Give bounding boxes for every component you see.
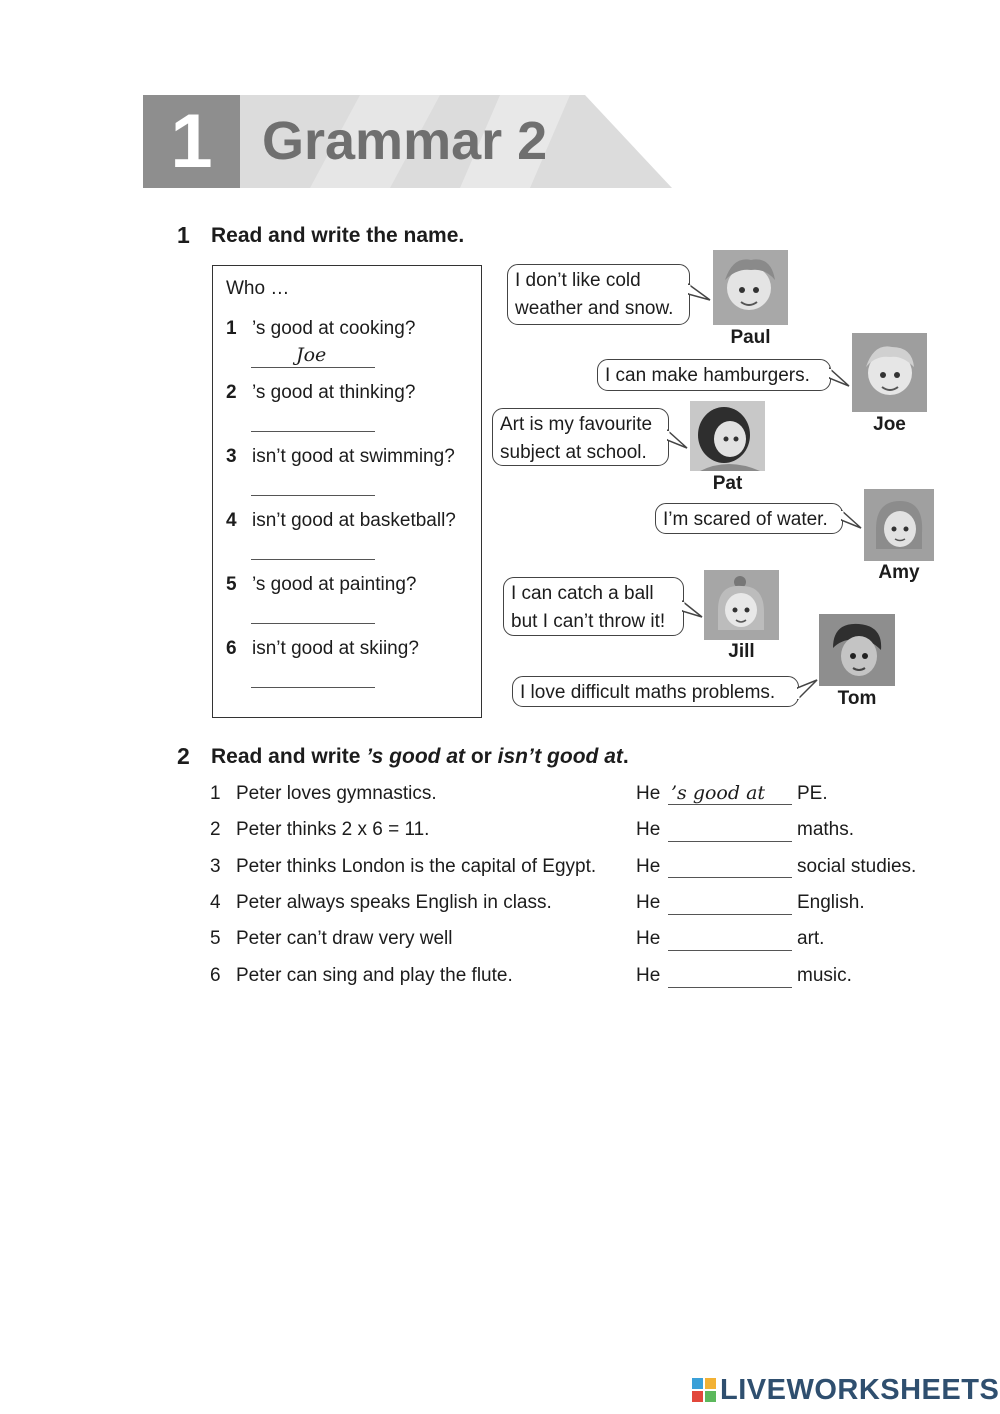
character-name-pat: Pat: [712, 473, 743, 494]
answer-3-line[interactable]: [251, 495, 375, 496]
instruction-or: or: [465, 745, 498, 768]
character-name-amy: Amy: [878, 562, 920, 583]
answer-2-line[interactable]: [251, 431, 375, 432]
avatar-jill: [704, 570, 779, 640]
row-3-answer-line[interactable]: [668, 877, 792, 878]
question-6: [226, 638, 419, 660]
section-2-number: 2: [177, 743, 190, 769]
question-text: ’s good at painting?: [252, 574, 417, 595]
bubble-tail: [829, 366, 851, 388]
row-he: He: [636, 783, 661, 804]
speech-line: I’m scared of water.: [663, 509, 828, 530]
speech-bubble-pat: [492, 408, 669, 466]
answer-5-line[interactable]: [251, 623, 375, 624]
speech-line: I love difficult maths problems.: [520, 682, 776, 703]
speech-line: but I can’t throw it!: [511, 611, 666, 632]
bubble-tail: [841, 508, 863, 530]
speech-line: I don’t like cold: [515, 270, 641, 291]
instruction-end: .: [622, 745, 629, 768]
question-number: 5: [226, 574, 237, 595]
row-sentence: Peter can sing and play the flute.: [236, 965, 513, 986]
character-name-joe: Joe: [873, 414, 906, 435]
speech-line: I can catch a ball: [511, 583, 654, 604]
row-4-answer-line[interactable]: [668, 914, 792, 915]
speech-bubble-tom: [512, 676, 799, 707]
amy-illustration: [864, 489, 934, 561]
question-text: isn’t good at skiing?: [252, 638, 419, 659]
row-he: He: [636, 965, 661, 986]
row-1-answer-text: ’s good at: [671, 782, 766, 804]
avatar-paul: [713, 250, 788, 325]
row-subject: art.: [797, 928, 825, 949]
answer-1-text: Joe: [296, 344, 327, 366]
speech-line: subject at school.: [500, 442, 647, 463]
question-number: 6: [226, 638, 237, 659]
question-number: 4: [226, 510, 237, 531]
joe-illustration: [852, 333, 927, 412]
section-1-number: 1: [177, 222, 190, 248]
speech-line: I can make hamburgers.: [605, 365, 810, 386]
row-number: 6: [210, 965, 221, 986]
liveworksheets-logo-icon: [692, 1378, 718, 1402]
row-sentence: Peter always speaks English in class.: [236, 892, 552, 913]
speech-bubble-amy: [655, 503, 843, 534]
question-number: 2: [226, 382, 237, 403]
row-2-answer-line[interactable]: [668, 841, 792, 842]
row-number: 3: [210, 856, 221, 877]
character-name-paul: Paul: [730, 327, 771, 348]
tom-illustration: [819, 614, 895, 686]
section-1-instruction: Read and write the name.: [211, 224, 465, 247]
speech-bubble-joe: [597, 359, 831, 391]
paul-illustration: [713, 250, 788, 325]
row-number: 1: [210, 783, 221, 804]
speech-bubble-paul: [507, 264, 690, 325]
question-3: [226, 446, 455, 468]
unit-number: 1: [170, 99, 213, 184]
row-he: He: [636, 928, 661, 949]
avatar-tom: [819, 614, 895, 686]
bubble-tail: [667, 428, 689, 450]
row-sentence: Peter loves gymnastics.: [236, 783, 437, 804]
question-2: [226, 382, 415, 404]
question-text: isn’t good at basketball?: [252, 510, 456, 531]
character-name-jill: Jill: [728, 641, 755, 662]
bubble-tail: [688, 280, 712, 302]
unit-number-block: [143, 95, 240, 188]
row-sentence: Peter can’t draw very well: [236, 928, 453, 949]
row-5-answer-line[interactable]: [668, 950, 792, 951]
row-subject: music.: [797, 965, 852, 986]
box-intro: Who …: [226, 278, 290, 299]
question-number: 1: [226, 318, 237, 339]
answer-1-line[interactable]: [251, 367, 375, 368]
avatar-amy: [864, 489, 934, 561]
row-sentence: Peter thinks London is the capital of Egypt.: [236, 856, 597, 877]
row-he: He: [636, 892, 661, 913]
bubble-tail: [797, 678, 819, 704]
row-1-answer-line[interactable]: [668, 804, 792, 805]
row-subject: maths.: [797, 819, 855, 840]
row-subject: PE.: [797, 783, 828, 804]
option-not-good-at: isn’t good at: [497, 745, 623, 768]
speech-line: weather and snow.: [515, 298, 674, 319]
row-subject: social studies.: [797, 856, 917, 877]
page-title: Grammar 2: [262, 111, 548, 171]
row-number: 5: [210, 928, 221, 949]
jill-illustration: [704, 570, 779, 640]
question-4: [226, 510, 456, 532]
avatar-joe: [852, 333, 927, 412]
bubble-tail: [682, 599, 704, 621]
avatar-pat: [690, 401, 765, 471]
instruction-text: Read and write: [211, 745, 367, 768]
row-he: He: [636, 819, 661, 840]
pat-illustration: [690, 401, 765, 471]
character-name-tom: Tom: [837, 688, 877, 709]
question-1: [226, 318, 415, 340]
row-6-answer-line[interactable]: [668, 987, 792, 988]
speech-line: Art is my favourite: [500, 414, 653, 435]
question-text: ’s good at thinking?: [252, 382, 416, 403]
option-good-at: ’s good at: [366, 745, 465, 768]
row-number: 2: [210, 819, 221, 840]
row-number: 4: [210, 892, 221, 913]
speech-bubble-jill: [503, 577, 684, 636]
row-sentence: Peter thinks 2 x 6 = 11.: [236, 819, 430, 840]
question-text: isn’t good at swimming?: [252, 446, 455, 467]
answer-6-line[interactable]: [251, 687, 375, 688]
row-subject: English.: [797, 892, 865, 913]
question-5: [226, 574, 416, 596]
liveworksheets-brand: LIVEWORKSHEETS: [720, 1374, 1000, 1406]
row-he: He: [636, 856, 661, 877]
question-text: ’s good at cooking?: [252, 318, 416, 339]
section-2-instruction: [211, 745, 629, 769]
answer-4-line[interactable]: [251, 559, 375, 560]
question-number: 3: [226, 446, 237, 467]
